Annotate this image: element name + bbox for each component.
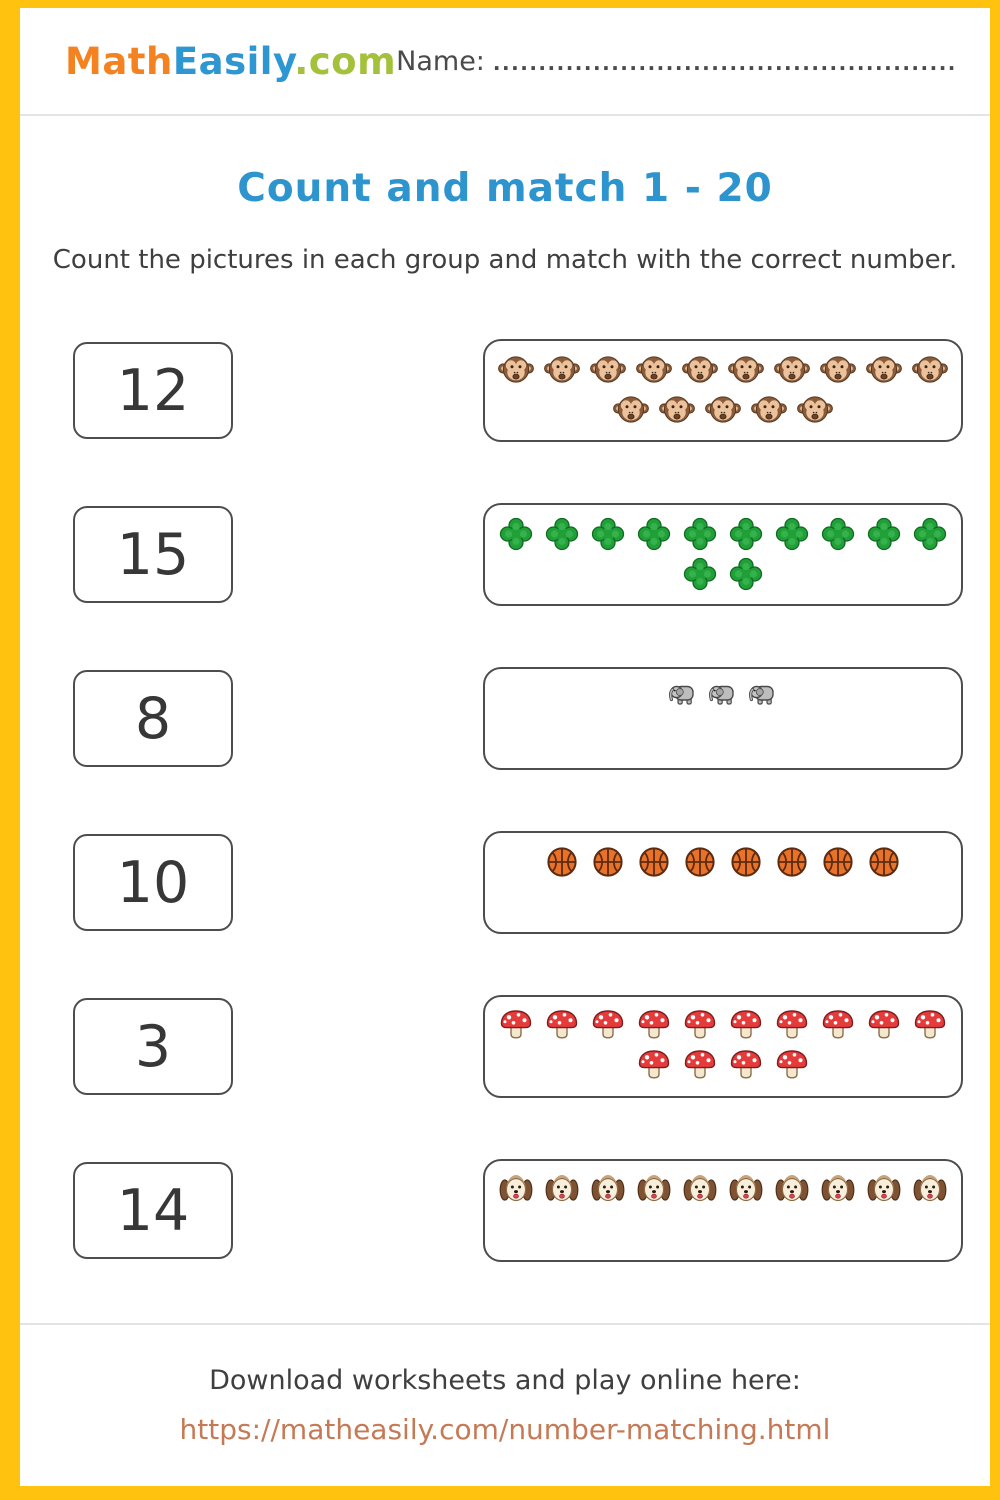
mushroom-emoji (636, 1048, 672, 1084)
dog-emoji (866, 1172, 902, 1208)
elephant-emoji (668, 680, 698, 710)
monkey-emoji (751, 392, 787, 428)
worksheet-row (20, 995, 990, 1098)
clover-emoji (820, 516, 856, 552)
emoji-group-box[interactable] (483, 1159, 963, 1262)
clover-emoji (682, 556, 718, 592)
footer (20, 1323, 990, 1446)
number-box[interactable] (73, 506, 233, 603)
clover-emoji (728, 516, 764, 552)
dog-emoji (912, 1172, 948, 1208)
dog-emoji (682, 1172, 718, 1208)
clover-emoji (498, 516, 534, 552)
mushroom-emoji (728, 1048, 764, 1084)
number-box[interactable] (73, 998, 233, 1095)
clover-emoji (682, 516, 718, 552)
mushroom-emoji (774, 1008, 810, 1044)
number-label: 10 (116, 849, 190, 916)
dog-emoji (728, 1172, 764, 1208)
monkey-emoji (797, 392, 833, 428)
mushroom-emoji (590, 1008, 626, 1044)
number-box[interactable] (73, 342, 233, 439)
basketball-emoji (636, 844, 672, 880)
number-label: 14 (116, 1177, 190, 1244)
mushroom-emoji (498, 1008, 534, 1044)
emoji-line (485, 844, 961, 880)
emoji-line (485, 392, 961, 428)
clover-emoji (636, 516, 672, 552)
dog-emoji (590, 1172, 626, 1208)
monkey-emoji (866, 352, 902, 388)
emoji-line (485, 1008, 961, 1044)
mushroom-emoji (636, 1008, 672, 1044)
worksheet-page (20, 8, 990, 1486)
name-label: Name: (396, 45, 485, 77)
number-box[interactable] (73, 670, 233, 767)
mushroom-emoji (682, 1048, 718, 1084)
monkey-emoji (544, 352, 580, 388)
basketball-emoji (728, 844, 764, 880)
clover-emoji (590, 516, 626, 552)
header (20, 8, 990, 116)
monkey-emoji (659, 392, 695, 428)
emoji-line (485, 556, 961, 592)
worksheet-row (20, 1159, 990, 1262)
clover-emoji (866, 516, 902, 552)
footer-link[interactable]: https://matheasily.com/number-matching.html (179, 1413, 831, 1446)
mushroom-emoji (728, 1008, 764, 1044)
basketball-emoji (820, 844, 856, 880)
basketball-emoji (590, 844, 626, 880)
emoji-line (485, 352, 961, 388)
name-input-line[interactable]: ................................................... (492, 50, 957, 75)
monkey-emoji (613, 392, 649, 428)
footer-text: Download worksheets and play online here: (209, 1365, 801, 1396)
worksheet-row (20, 503, 990, 606)
emoji-line (485, 680, 961, 710)
basketball-emoji (866, 844, 902, 880)
worksheet-row (20, 667, 990, 770)
monkey-emoji (820, 352, 856, 388)
mushroom-emoji (544, 1008, 580, 1044)
monkey-emoji (774, 352, 810, 388)
monkey-emoji (498, 352, 534, 388)
emoji-line (485, 1048, 961, 1084)
elephant-emoji (708, 680, 738, 710)
number-label: 15 (116, 521, 190, 588)
emoji-group-box[interactable] (483, 831, 963, 934)
basketball-emoji (774, 844, 810, 880)
monkey-emoji (912, 352, 948, 388)
number-label: 12 (116, 357, 190, 424)
logo-part-math: Math (65, 39, 173, 83)
name-field (396, 46, 957, 77)
number-box[interactable] (73, 1162, 233, 1259)
clover-emoji (544, 516, 580, 552)
emoji-group-box[interactable] (483, 667, 963, 770)
monkey-emoji (705, 392, 741, 428)
page-title: Count and match 1 - 20 (237, 166, 773, 211)
logo-part-easily: Easily (172, 39, 295, 83)
mushroom-emoji (682, 1008, 718, 1044)
dog-emoji (774, 1172, 810, 1208)
clover-emoji (912, 516, 948, 552)
emoji-line (485, 1172, 961, 1208)
rows (20, 339, 990, 1262)
dog-emoji (820, 1172, 856, 1208)
worksheet-row (20, 339, 990, 442)
dog-emoji (636, 1172, 672, 1208)
clover-emoji (774, 516, 810, 552)
mushroom-emoji (912, 1008, 948, 1044)
worksheet-row (20, 831, 990, 934)
basketball-emoji (682, 844, 718, 880)
emoji-group-box[interactable] (483, 339, 963, 442)
monkey-emoji (728, 352, 764, 388)
site-logo (65, 40, 396, 83)
monkey-emoji (590, 352, 626, 388)
mushroom-emoji (774, 1048, 810, 1084)
elephant-emoji (748, 680, 778, 710)
emoji-group-box[interactable] (483, 995, 963, 1098)
emoji-line (485, 516, 961, 552)
emoji-group-box[interactable] (483, 503, 963, 606)
monkey-emoji (682, 352, 718, 388)
dog-emoji (544, 1172, 580, 1208)
mushroom-emoji (820, 1008, 856, 1044)
number-label: 3 (134, 1013, 172, 1080)
number-label: 8 (134, 685, 172, 752)
mushroom-emoji (866, 1008, 902, 1044)
clover-emoji (728, 556, 764, 592)
monkey-emoji (636, 352, 672, 388)
number-box[interactable] (73, 834, 233, 931)
instruction-text: Count the pictures in each group and match with the correct number. (52, 245, 958, 275)
basketball-emoji (544, 844, 580, 880)
logo-part-com: .com (294, 39, 397, 83)
dog-emoji (498, 1172, 534, 1208)
